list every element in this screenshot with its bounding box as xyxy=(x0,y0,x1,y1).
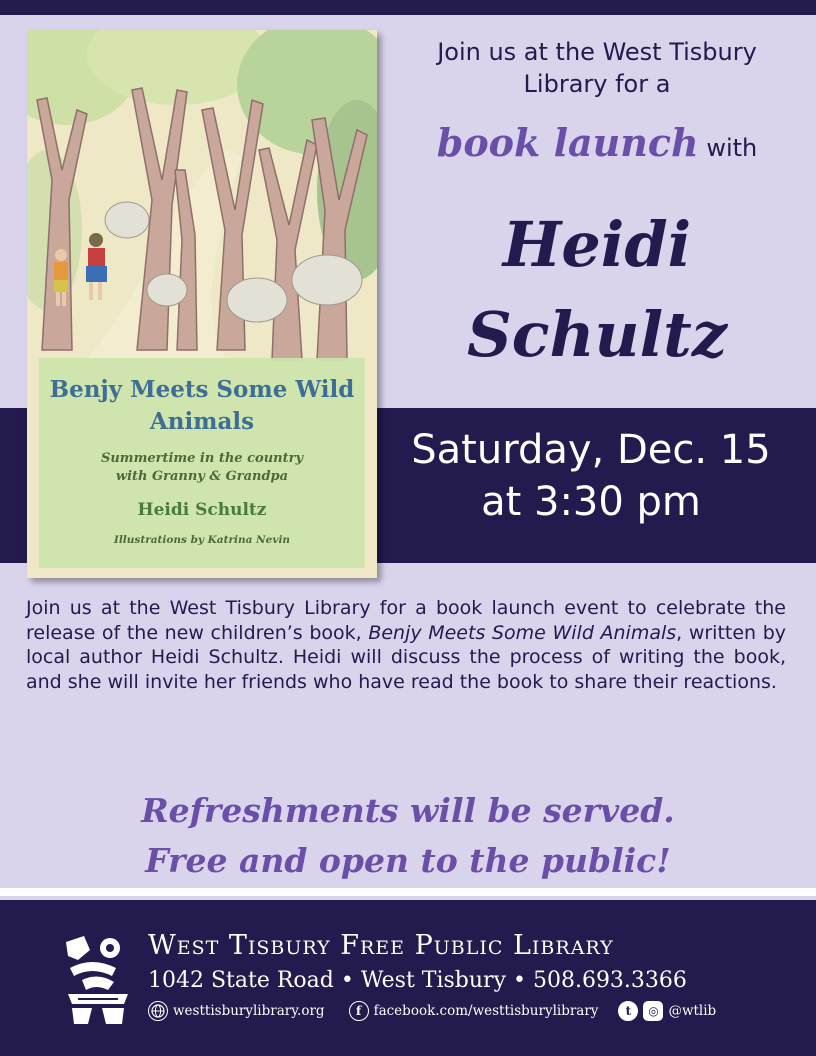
twitter-icon: t xyxy=(618,1001,638,1021)
facebook-icon: f xyxy=(349,1001,369,1021)
event-type: book launch xyxy=(436,120,699,165)
description-part2: , written by local author Heidi Schultz. Heidi will discuss the process of writing the book, and she will invite her friends who have read the book to share their reactions. xyxy=(26,621,787,693)
event-type-line xyxy=(392,120,802,165)
cover-subtitle-line1: Summertime in the country xyxy=(100,451,304,466)
author-name-heading xyxy=(392,200,802,380)
globe-icon xyxy=(148,1001,168,1021)
book-cover xyxy=(27,30,377,578)
social-handle-text: @wtlib xyxy=(668,1003,717,1019)
description-part1: Join us at the West Tisbury Library for a book launch event to celebrate the release of the new children’s book, xyxy=(26,597,786,644)
event-date: Saturday, Dec. 15 xyxy=(411,427,771,473)
intro-line2: Library for a xyxy=(523,70,671,98)
website-link[interactable] xyxy=(148,1001,325,1021)
intro-text xyxy=(392,36,802,100)
library-address: 1042 State Road • West Tisbury • 508.693.3366 xyxy=(148,968,687,993)
cover-title-panel xyxy=(39,358,365,568)
top-bar xyxy=(0,0,816,15)
with-word: with xyxy=(706,134,758,162)
author-first-name: Heidi xyxy=(502,208,692,281)
event-notes xyxy=(0,786,816,886)
event-time: at 3:30 pm xyxy=(481,479,701,525)
cover-title: Benjy Meets Some Wild Animals xyxy=(49,376,355,435)
description-book-title: Benjy Meets Some Wild Animals xyxy=(368,621,677,644)
footer-divider xyxy=(0,888,816,896)
refreshments-note: Refreshments will be served. xyxy=(141,791,675,830)
author-last-name: Schultz xyxy=(466,298,728,371)
footer-links xyxy=(148,1001,768,1021)
instagram-icon: ◎ xyxy=(643,1001,663,1021)
facebook-link[interactable] xyxy=(349,1001,599,1021)
cover-subtitle xyxy=(39,450,365,486)
social-handle-link[interactable] xyxy=(618,1001,716,1021)
cover-author: Heidi Schultz xyxy=(137,500,267,520)
cover-subtitle-line2: with Granny & Grandpa xyxy=(115,469,289,484)
facebook-text: facebook.com/westtisburylibrary xyxy=(373,1003,599,1019)
website-text: westtisburylibrary.org xyxy=(173,1003,325,1019)
cover-illustrator: Illustrations by Katrina Nevin xyxy=(113,534,291,546)
event-datetime xyxy=(386,424,796,528)
library-name: West Tisbury Free Public Library xyxy=(148,930,614,961)
library-logo xyxy=(62,932,134,1028)
footer xyxy=(0,900,816,1056)
event-description xyxy=(26,596,786,694)
intro-line1: Join us at the West Tisbury xyxy=(437,38,757,66)
free-note: Free and open to the public! xyxy=(145,841,671,880)
